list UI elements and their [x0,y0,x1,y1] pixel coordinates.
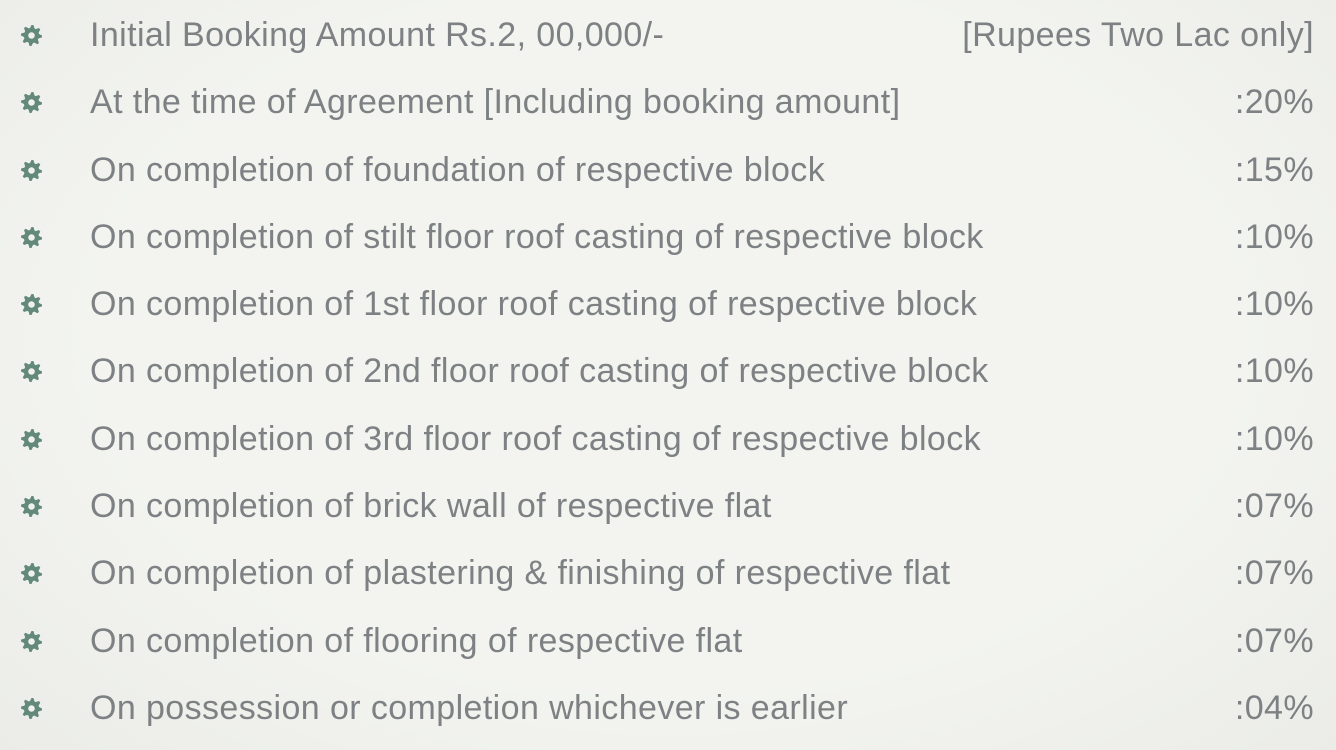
gear-bullet-icon [20,293,43,316]
list-item [20,406,1314,473]
list-item [20,338,1314,405]
payment-item-value: :15% [1234,150,1314,189]
list-item [20,137,1314,204]
payment-item-label: Initial Booking Amount Rs.2, 00,000/- [90,16,665,55]
payment-item-label: On completion of stilt floor roof casting of respective block [90,217,984,256]
payment-item-label: On completion of brick wall of respective flat [90,486,772,525]
payment-item-value: [Rupees Two Lac only] [962,16,1314,55]
list-item [20,540,1314,607]
gear-bullet-icon [20,562,43,585]
payment-item-value: :07% [1234,621,1314,660]
payment-item-label: On completion of plastering & finishing of respective flat [90,554,951,593]
gear-bullet-icon [20,159,43,182]
payment-item-label: On completion of flooring of respective flat [90,621,743,660]
gear-bullet-icon [20,91,43,114]
gear-bullet-icon [20,495,43,518]
list-item [20,607,1314,674]
payment-item-value: :10% [1234,217,1314,256]
payment-item-value: :20% [1234,83,1314,122]
payment-item-value: :07% [1234,486,1314,525]
payment-item-label: On completion of 2nd floor roof casting of respective block [90,352,989,391]
payment-item-label: On completion of 3rd floor roof casting of respective block [90,419,982,458]
gear-bullet-icon [20,697,43,720]
payment-item-label: On possession or completion whichever is earlier [90,688,849,727]
gear-bullet-icon [20,226,43,249]
list-item [20,69,1314,136]
gear-bullet-icon [20,428,43,451]
payment-item-value: :10% [1234,352,1314,391]
gear-bullet-icon [20,630,43,653]
payment-item-label: On completion of 1st floor roof casting of respective block [90,285,978,324]
payment-item-label: At the time of Agreement [Including booking amount] [90,83,901,122]
payment-item-value: :04% [1234,688,1314,727]
payment-item-value: :10% [1234,285,1314,324]
list-item [20,271,1314,338]
gear-bullet-icon [20,360,43,383]
list-item [20,675,1314,742]
payment-item-value: :10% [1234,419,1314,458]
gear-bullet-icon [20,24,43,47]
list-item [20,473,1314,540]
list-item [20,2,1314,69]
list-item [20,204,1314,271]
payment-item-value: :07% [1234,554,1314,593]
payment-item-label: On completion of foundation of respective block [90,150,826,189]
